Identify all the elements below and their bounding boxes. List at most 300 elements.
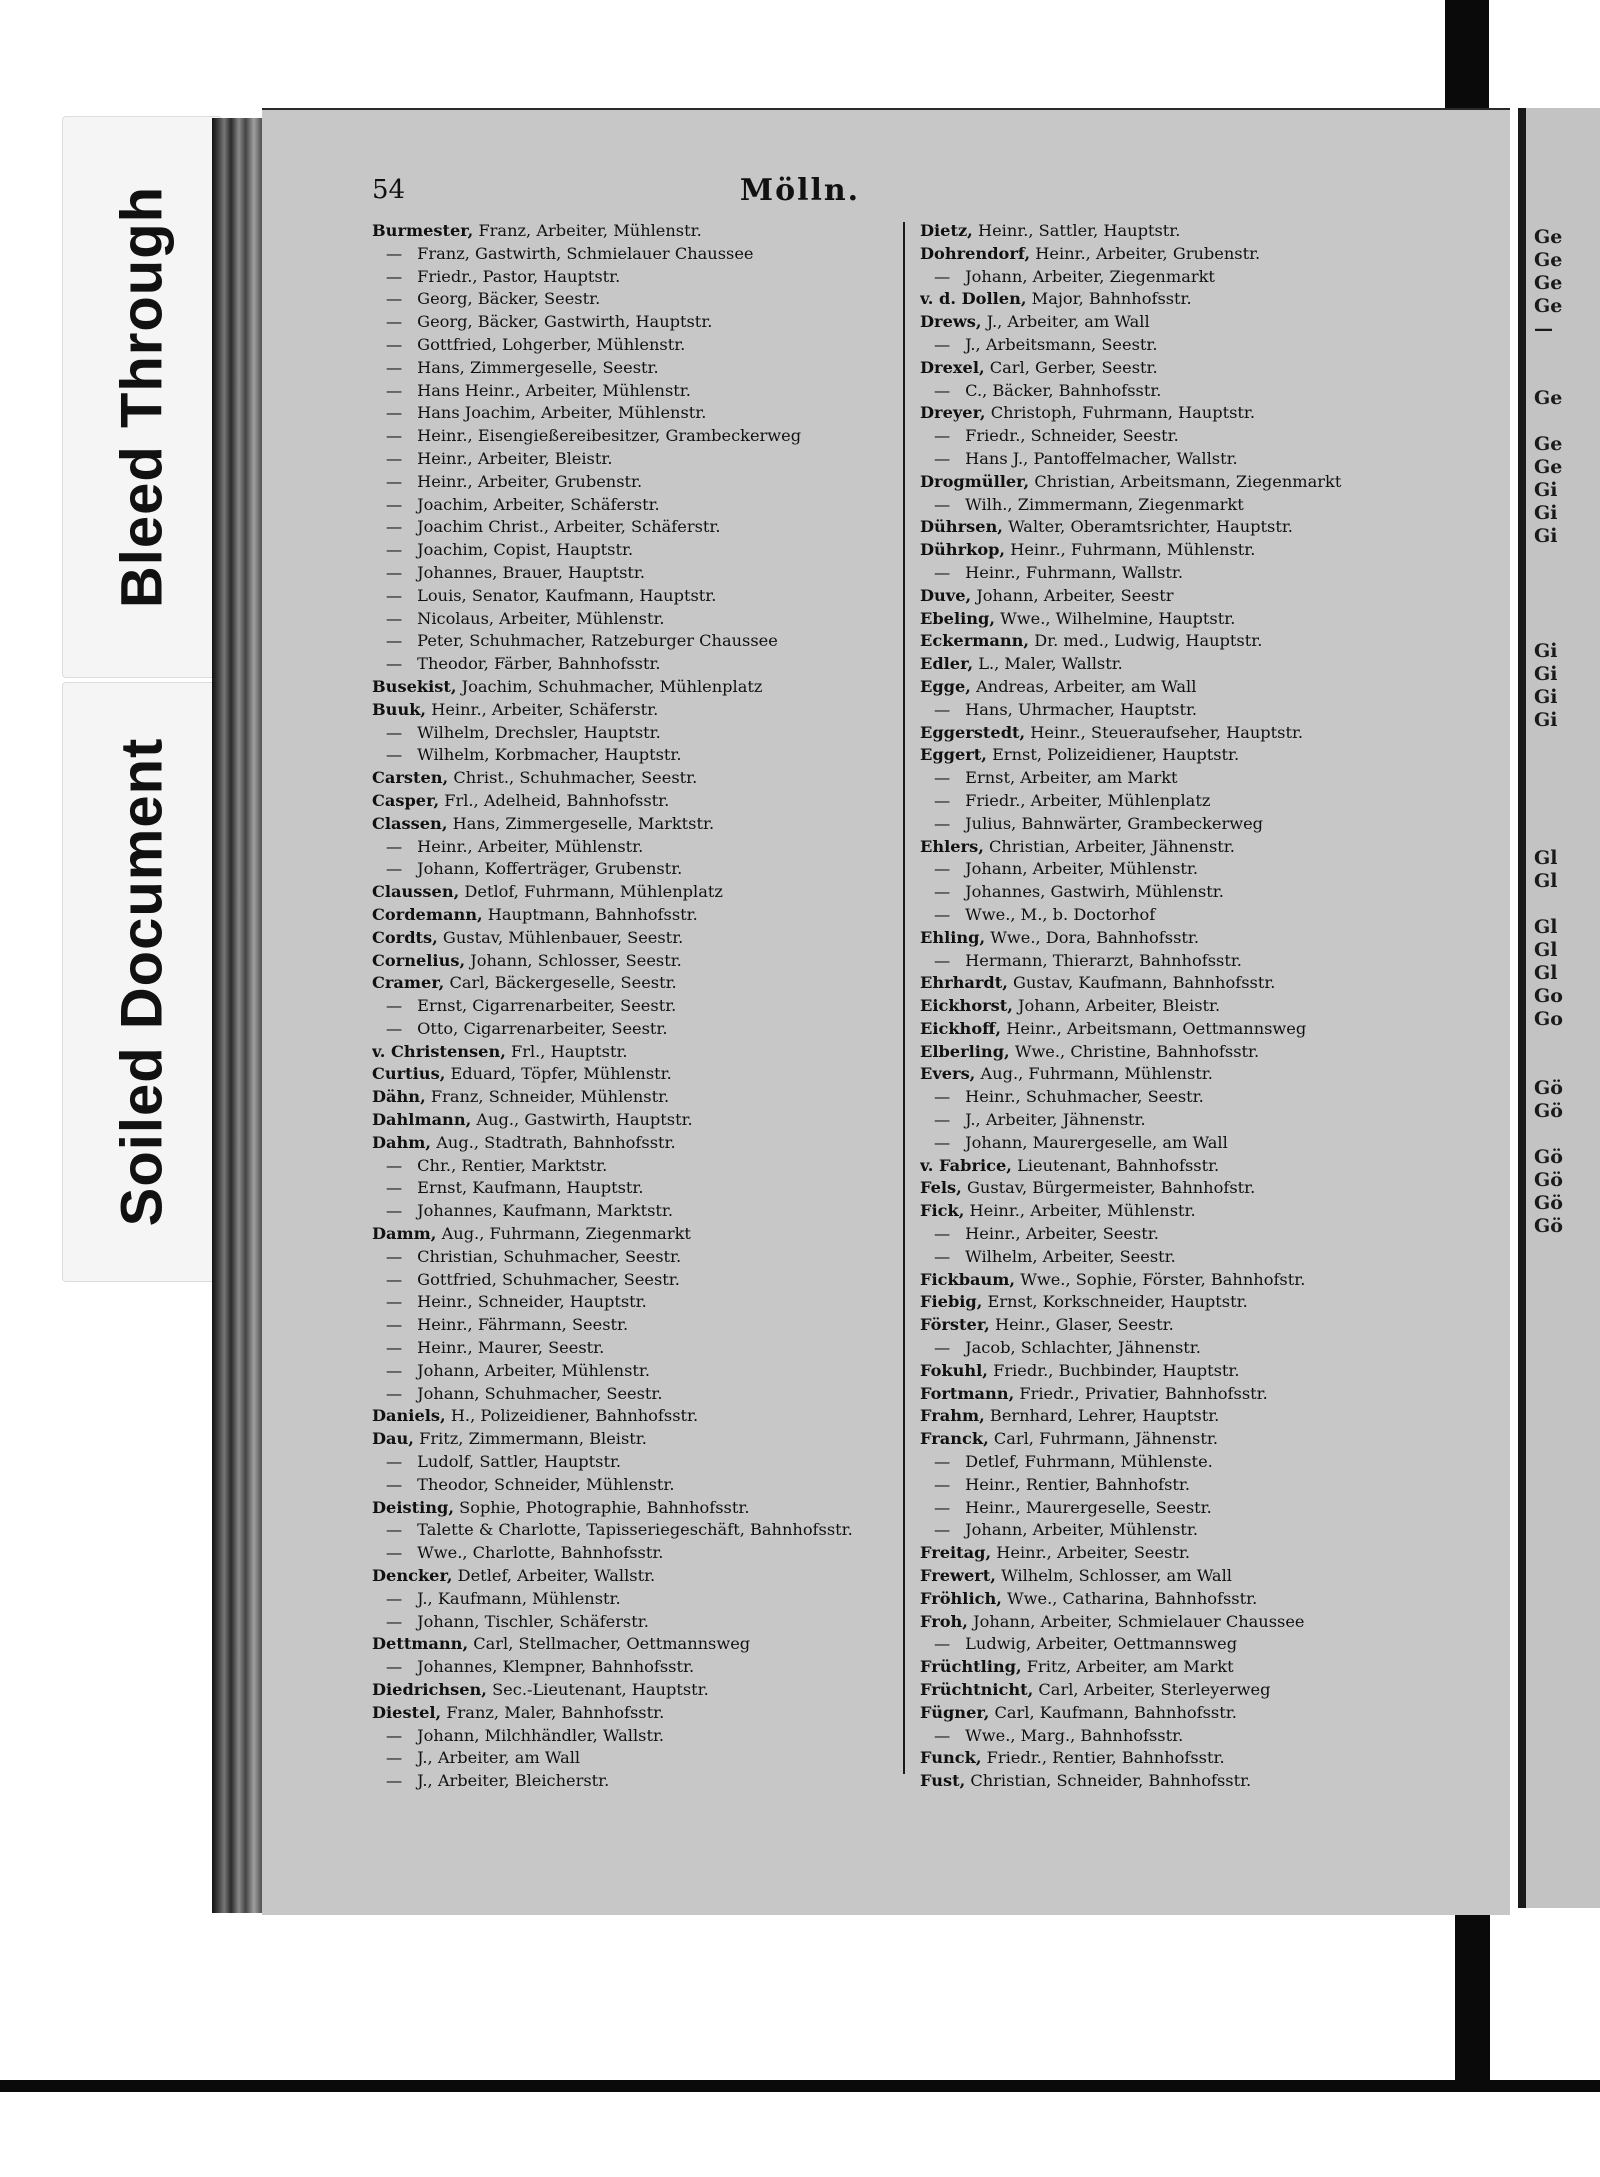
entry-details: Johann, Tischler, Schäferstr.: [417, 1611, 649, 1631]
repeat-dash: —: [934, 1474, 951, 1494]
entry-details: Wilhelm, Korbmacher, Hauptstr.: [417, 745, 682, 765]
entry-details: J., Arbeiter, am Wall: [417, 1748, 581, 1768]
surname: Casper,: [372, 790, 440, 810]
directory-entry: [920, 881, 1450, 904]
entry-details: Louis, Senator, Kaufmann, Hauptstr.: [417, 585, 717, 605]
repeat-dash: —: [934, 1520, 951, 1540]
directory-entry: [372, 1656, 902, 1679]
repeat-dash: —: [386, 1748, 403, 1768]
directory-entry: [372, 1519, 902, 1542]
page-title: Mölln.: [739, 173, 861, 208]
directory-entry: [920, 402, 1450, 425]
entry-details: Ludolf, Sattler, Hauptstr.: [417, 1452, 622, 1472]
bottom-right-black-block: [1455, 1905, 1490, 2080]
repeat-dash: —: [386, 836, 403, 856]
repeat-dash: —: [386, 745, 403, 765]
directory-entry: [920, 1702, 1450, 1725]
repeat-dash: —: [386, 448, 403, 468]
entry-details: Johann, Maurergeselle, am Wall: [965, 1132, 1228, 1152]
entry-details: Jacob, Schlachter, Jähnenstr.: [965, 1338, 1201, 1358]
repeat-dash: —: [934, 699, 951, 719]
directory-entry: [920, 1770, 1450, 1793]
surname: Eckermann,: [920, 631, 1030, 651]
directory-entry: [372, 1291, 902, 1314]
directory-entry: [920, 1269, 1450, 1292]
directory-entry: [372, 1770, 902, 1793]
repeat-dash: —: [386, 1155, 403, 1175]
surname: Cordemann,: [372, 904, 483, 924]
facing-line: Gö: [1534, 1169, 1563, 1191]
entry-details: Lieutenant, Bahnhofsstr.: [1017, 1155, 1220, 1175]
repeat-dash: —: [934, 1246, 951, 1266]
directory-entry: [920, 1565, 1450, 1588]
repeat-dash: —: [386, 1452, 403, 1472]
entry-details: Christian, Arbeiter, Jähnenstr.: [989, 836, 1235, 856]
entry-details: Wwe., Christine, Bahnhofsstr.: [1014, 1041, 1260, 1061]
entry-details: Christoph, Fuhrmann, Hauptstr.: [990, 403, 1256, 423]
facing-line: Gl: [1534, 962, 1558, 984]
entry-details: Hans, Zimmergeselle, Seestr.: [417, 357, 659, 377]
directory-entry: [920, 1428, 1450, 1451]
entry-details: Joachim Christ., Arbeiter, Schäferstr.: [417, 517, 721, 537]
surname: Eggerstedt,: [920, 722, 1026, 742]
surname: Ehlers,: [920, 836, 984, 856]
entry-details: Heinr., Fährmann, Seestr.: [417, 1315, 629, 1335]
surname: Cramer,: [372, 973, 445, 993]
directory-entry: [372, 357, 902, 380]
surname: Drexel,: [920, 357, 985, 377]
directory-entry: [372, 927, 902, 950]
repeat-dash: —: [386, 1315, 403, 1335]
repeat-dash: —: [386, 1520, 403, 1540]
directory-entry: [372, 425, 902, 448]
facing-line: Gl: [1534, 870, 1558, 892]
directory-entry: [372, 1337, 902, 1360]
repeat-dash: —: [934, 1338, 951, 1358]
directory-entry: [372, 516, 902, 539]
directory-entry: [920, 1200, 1450, 1223]
entry-details: J., Arbeiter, am Wall: [986, 312, 1150, 332]
entry-details: Aug., Gastwirth, Hauptstr.: [476, 1110, 693, 1130]
repeat-dash: —: [386, 585, 403, 605]
directory-entry: [372, 858, 902, 881]
entry-details: Johann, Arbeiter, Schmielauer Chaussee: [973, 1611, 1305, 1631]
directory-entry: [372, 699, 902, 722]
surname: Förster,: [920, 1315, 990, 1335]
surname: v. d. Dollen,: [920, 289, 1027, 309]
entry-details: Heinr., Schneider, Hauptstr.: [417, 1292, 647, 1312]
directory-entry: [372, 1383, 902, 1406]
repeat-dash: —: [934, 266, 951, 286]
repeat-dash: —: [386, 1588, 403, 1608]
entry-details: Johann, Arbeiter, Mühlenstr.: [965, 1520, 1199, 1540]
facing-line: Gi: [1534, 686, 1558, 708]
entry-details: Hauptmann, Bahnhofsstr.: [487, 904, 698, 924]
entry-details: Heinr., Maurer, Seestr.: [417, 1338, 605, 1358]
repeat-dash: —: [386, 1383, 403, 1403]
directory-entry: [920, 1337, 1450, 1360]
repeat-dash: —: [386, 266, 403, 286]
entry-details: Heinr., Arbeiter, Mühlenstr.: [417, 836, 644, 856]
directory-entry: [372, 1063, 902, 1086]
entry-details: J., Arbeiter, Jähnenstr.: [965, 1110, 1146, 1130]
directory-entry: [372, 1588, 902, 1611]
repeat-dash: —: [386, 1246, 403, 1266]
directory-entry: [372, 402, 902, 425]
directory-entry: [372, 1611, 902, 1634]
directory-entry: [920, 494, 1450, 517]
surname: Eggert,: [920, 745, 987, 765]
entry-details: Friedr., Rentier, Bahnhofsstr.: [986, 1748, 1225, 1768]
entry-details: Heinr., Arbeiter, Schäferstr.: [431, 699, 659, 719]
surname: Fickbaum,: [920, 1269, 1016, 1289]
surname: Früchtling,: [920, 1657, 1022, 1677]
surname: Früchtnicht,: [920, 1680, 1034, 1699]
surname: Diedrichsen,: [372, 1680, 487, 1699]
repeat-dash: —: [386, 1611, 403, 1631]
repeat-dash: —: [386, 631, 403, 651]
directory-entry: [920, 1633, 1450, 1656]
directory-entry: [372, 836, 902, 859]
facing-line: Gi: [1534, 663, 1558, 685]
entry-details: Wwe., Charlotte, Bahnhofsstr.: [417, 1543, 664, 1563]
repeat-dash: —: [386, 289, 403, 309]
facing-line: Gl: [1534, 916, 1558, 938]
facing-line: Go: [1534, 1008, 1563, 1030]
repeat-dash: —: [386, 1771, 403, 1791]
entry-details: Johannes, Kaufmann, Marktstr.: [417, 1201, 673, 1221]
repeat-dash: —: [386, 540, 403, 560]
directory-entry: [372, 813, 902, 836]
directory-entry: [372, 1018, 902, 1041]
repeat-dash: —: [386, 722, 403, 742]
entry-details: Aug., Fuhrmann, Mühlenstr.: [980, 1064, 1213, 1084]
directory-entry: [920, 950, 1450, 973]
entry-details: Gustav, Bürgermeister, Bahnhofstr.: [966, 1178, 1256, 1198]
directory-entry: [372, 950, 902, 973]
repeat-dash: —: [386, 1543, 403, 1563]
entry-details: Wilhelm, Drechsler, Hauptstr.: [417, 722, 661, 742]
entry-details: Heinr., Steueraufseher, Hauptstr.: [1030, 722, 1304, 742]
entry-details: Walter, Oberamtsrichter, Hauptstr.: [1008, 517, 1293, 537]
entry-details: L., Maler, Wallstr.: [978, 654, 1123, 674]
directory-entry: [372, 1747, 902, 1770]
repeat-dash: —: [386, 996, 403, 1016]
directory-entry: [372, 334, 902, 357]
entry-details: Fritz, Zimmermann, Bleistr.: [419, 1429, 647, 1449]
directory-entry: [372, 311, 902, 334]
entry-details: Hermann, Thierarzt, Bahnhofsstr.: [965, 950, 1242, 970]
surname: Elberling,: [920, 1041, 1010, 1061]
directory-entry: [372, 1451, 902, 1474]
repeat-dash: —: [934, 859, 951, 879]
surname: Evers,: [920, 1064, 976, 1084]
repeat-dash: —: [934, 1725, 951, 1745]
surname: Duve,: [920, 585, 972, 605]
directory-entry: [372, 380, 902, 403]
entry-details: Friedr., Buchbinder, Hauptstr.: [993, 1360, 1240, 1380]
repeat-dash: —: [934, 562, 951, 582]
directory-entry: [920, 1451, 1450, 1474]
directory-entry: [372, 1177, 902, 1200]
surname: Fokuhl,: [920, 1360, 988, 1380]
repeat-dash: —: [934, 1087, 951, 1107]
entry-details: Dr. med., Ludwig, Hauptstr.: [1034, 631, 1263, 651]
directory-entry: [920, 1360, 1450, 1383]
entry-details: C., Bäcker, Bahnhofsstr.: [965, 380, 1162, 400]
directory-entry: [920, 311, 1450, 334]
entry-details: Otto, Cigarrenarbeiter, Seestr.: [417, 1018, 668, 1038]
directory-entry: [920, 1063, 1450, 1086]
surname: Frewert,: [920, 1566, 996, 1586]
surname: Dahlmann,: [372, 1110, 472, 1130]
surname: Claussen,: [372, 882, 460, 902]
directory-entry: [372, 972, 902, 995]
surname: v. Fabrice,: [920, 1155, 1012, 1175]
directory-entry: [372, 676, 902, 699]
entry-details: Johann, Arbeiter, Mühlenstr.: [417, 1360, 651, 1380]
directory-entry: [372, 539, 902, 562]
directory-entry: [920, 334, 1450, 357]
directory-entry: [920, 516, 1450, 539]
directory-entry: [920, 1383, 1450, 1406]
surname: Carsten,: [372, 768, 449, 788]
directory-entry: [372, 1109, 902, 1132]
entry-details: Christian, Schuhmacher, Seestr.: [417, 1246, 682, 1266]
entry-details: Wwe., M., b. Doctorhof: [965, 904, 1156, 924]
repeat-dash: —: [386, 1725, 403, 1745]
entry-details: Hans, Uhrmacher, Hauptstr.: [965, 699, 1198, 719]
entry-details: Ernst, Polizeidiener, Hauptstr.: [992, 745, 1240, 765]
surname: Fels,: [920, 1178, 962, 1198]
directory-entry: [372, 1565, 902, 1588]
directory-entry: [920, 266, 1450, 289]
facing-line: Gö: [1534, 1146, 1563, 1168]
entry-details: Detlof, Fuhrmann, Mühlenplatz: [464, 882, 723, 902]
entry-details: Heinr., Glaser, Seestr.: [994, 1315, 1174, 1335]
directory-entry: [372, 471, 902, 494]
directory-entry: [372, 790, 902, 813]
facing-line: Gö: [1534, 1100, 1563, 1122]
entry-details: Georg, Bäcker, Seestr.: [417, 289, 601, 309]
entry-details: Major, Bahnhofsstr.: [1031, 289, 1192, 309]
surname: Eickhorst,: [920, 996, 1013, 1016]
entry-details: Joachim, Arbeiter, Schäferstr.: [417, 494, 660, 514]
facing-line: Ge: [1534, 249, 1563, 271]
repeat-dash: —: [386, 426, 403, 446]
entry-details: Johann, Schlosser, Seestr.: [470, 950, 682, 970]
entry-details: Carl, Gerber, Seestr.: [989, 357, 1158, 377]
facing-line: Gö: [1534, 1077, 1563, 1099]
directory-entry: [920, 1291, 1450, 1314]
directory-entry: [372, 585, 902, 608]
entry-details: Wwe., Catharina, Bahnhofsstr.: [1007, 1588, 1258, 1608]
repeat-dash: —: [934, 790, 951, 810]
facing-line: Ge: [1534, 456, 1563, 478]
directory-entry: [920, 630, 1450, 653]
repeat-dash: —: [934, 380, 951, 400]
surname: Curtius,: [372, 1064, 446, 1084]
bottom-black-bar: [0, 2080, 1600, 2092]
surname: Fröhlich,: [920, 1588, 1002, 1608]
soiled-document-tab: [62, 682, 222, 1282]
entry-details: Heinr., Arbeiter, Seestr.: [996, 1543, 1191, 1563]
entry-details: J., Arbeitsmann, Seestr.: [965, 334, 1158, 354]
entry-details: Franz, Arbeiter, Mühlenstr.: [478, 221, 702, 240]
entry-details: Johannes, Brauer, Hauptstr.: [417, 562, 646, 582]
repeat-dash: —: [386, 1360, 403, 1380]
entry-details: Christian, Arbeitsmann, Ziegenmarkt: [1034, 471, 1342, 491]
directory-entry: [920, 1405, 1450, 1428]
entry-details: Heinr., Schuhmacher, Seestr.: [965, 1087, 1204, 1107]
entry-details: Christ., Schuhmacher, Seestr.: [453, 768, 698, 788]
directory-entry: [372, 1428, 902, 1451]
entry-details: Ludwig, Arbeiter, Oettmannsweg: [965, 1634, 1238, 1654]
entry-details: Carl, Stellmacher, Oettmannsweg: [473, 1634, 751, 1654]
directory-entry: [372, 1269, 902, 1292]
surname: Burmester,: [372, 221, 474, 240]
directory-entry: [920, 1086, 1450, 1109]
directory-entry: [920, 1177, 1450, 1200]
surname: Fortmann,: [920, 1383, 1015, 1403]
surname: Buuk,: [372, 699, 427, 719]
directory-entry: [920, 288, 1450, 311]
facing-line: Ge: [1534, 433, 1563, 455]
directory-entry: [372, 1679, 902, 1702]
repeat-dash: —: [386, 243, 403, 263]
directory-entry: [372, 1702, 902, 1725]
directory-entry: [920, 995, 1450, 1018]
directory-entry: [920, 1611, 1450, 1634]
entry-details: Hans Joachim, Arbeiter, Mühlenstr.: [417, 403, 707, 423]
entry-details: Ernst, Korkschneider, Hauptstr.: [987, 1292, 1248, 1312]
entry-details: Hans Heinr., Arbeiter, Mühlenstr.: [417, 380, 691, 400]
directory-entry: [372, 1132, 902, 1155]
directory-entry: [372, 722, 902, 745]
entry-details: Eduard, Töpfer, Mühlenstr.: [450, 1064, 672, 1084]
entry-details: Wwe., Wilhelmine, Hauptstr.: [1000, 608, 1236, 628]
facing-line: Go: [1534, 985, 1563, 1007]
facing-line: Gi: [1534, 640, 1558, 662]
entry-details: Wilh., Zimmermann, Ziegenmarkt: [965, 494, 1244, 514]
entry-details: Franz, Gastwirth, Schmielauer Chaussee: [417, 243, 754, 263]
entry-details: J., Kaufmann, Mühlenstr.: [417, 1588, 621, 1608]
surname: Fügner,: [920, 1702, 990, 1722]
surname: Dreyer,: [920, 403, 986, 423]
surname: Edler,: [920, 654, 974, 674]
entry-details: Heinr., Rentier, Bahnhofstr.: [965, 1474, 1191, 1494]
repeat-dash: —: [934, 1224, 951, 1244]
surname: Dührkop,: [920, 540, 1006, 560]
directory-entry: [920, 1132, 1450, 1155]
directory-entry: [920, 1679, 1450, 1702]
repeat-dash: —: [386, 1292, 403, 1312]
repeat-dash: —: [386, 1018, 403, 1038]
right-column: [920, 220, 1450, 1793]
directory-entry: [920, 471, 1450, 494]
directory-entry: [372, 1223, 902, 1246]
entry-details: Johannes, Gastwirh, Mühlenstr.: [965, 882, 1224, 902]
directory-entry: [372, 1155, 902, 1178]
directory-entry: [920, 699, 1450, 722]
directory-entry: [920, 836, 1450, 859]
directory-entry: [372, 494, 902, 517]
entry-details: Johannes, Klempner, Bahnhofsstr.: [417, 1657, 695, 1677]
repeat-dash: —: [934, 334, 951, 354]
surname: Diestel,: [372, 1702, 442, 1722]
surname: Egge,: [920, 676, 971, 696]
entry-details: Carl, Kaufmann, Bahnhofsstr.: [994, 1702, 1237, 1722]
entry-details: Heinr., Arbeiter, Seestr.: [965, 1224, 1159, 1244]
entry-details: Nicolaus, Arbeiter, Mühlenstr.: [417, 608, 665, 628]
directory-entry: [372, 1474, 902, 1497]
repeat-dash: —: [934, 882, 951, 902]
entry-details: Chr., Rentier, Marktstr.: [417, 1155, 608, 1175]
directory-entry: [920, 790, 1450, 813]
repeat-dash: —: [386, 654, 403, 674]
repeat-dash: —: [386, 859, 403, 879]
repeat-dash: —: [386, 1178, 403, 1198]
repeat-dash: —: [386, 494, 403, 514]
directory-entry: [920, 1314, 1450, 1337]
entry-details: Fritz, Arbeiter, am Markt: [1026, 1657, 1234, 1677]
entry-details: Heinr., Fuhrmann, Wallstr.: [965, 562, 1183, 582]
directory-entry: [920, 562, 1450, 585]
directory-entry: [372, 1405, 902, 1428]
directory-entry: [372, 243, 902, 266]
directory-entry: [920, 1747, 1450, 1770]
directory-entry: [920, 1656, 1450, 1679]
entry-details: Friedr., Schneider, Seestr.: [965, 426, 1179, 446]
directory-entry: [372, 1633, 902, 1656]
entry-details: Joachim, Copist, Hauptstr.: [417, 540, 634, 560]
entry-details: Franz, Schneider, Mühlenstr.: [430, 1087, 670, 1107]
facing-line: Gi: [1534, 525, 1558, 547]
directory-entry: [372, 1360, 902, 1383]
entry-details: Hans, Zimmergeselle, Marktstr.: [452, 813, 715, 833]
directory-entry: [372, 220, 902, 243]
directory-entry: [920, 1109, 1450, 1132]
directory-entry: [372, 1314, 902, 1337]
directory-entry: [372, 1246, 902, 1269]
facing-line: Ge: [1534, 226, 1563, 248]
entry-details: Heinr., Arbeiter, Grubenstr.: [1035, 243, 1261, 263]
surname: Busekist,: [372, 676, 457, 696]
entry-details: Ernst, Kaufmann, Hauptstr.: [417, 1178, 644, 1198]
surname: Eickhoff,: [920, 1018, 1002, 1038]
surname: Ebeling,: [920, 608, 995, 628]
entry-details: Johann, Arbeiter, Mühlenstr.: [965, 859, 1199, 879]
directory-entry: [372, 1200, 902, 1223]
entry-details: Gottfried, Lohgerber, Mühlenstr.: [417, 334, 686, 354]
entry-details: Ernst, Arbeiter, am Markt: [965, 768, 1178, 788]
entry-details: Johann, Arbeiter, Seestr: [976, 585, 1174, 605]
facing-line: Gö: [1534, 1192, 1563, 1214]
facing-line: Gl: [1534, 847, 1558, 869]
entry-details: Talette & Charlotte, Tapisseriegeschäft, Bahnhofsstr.: [417, 1520, 853, 1540]
repeat-dash: —: [934, 813, 951, 833]
repeat-dash: —: [934, 1634, 951, 1654]
surname: Dencker,: [372, 1566, 453, 1586]
entry-details: Heinr., Arbeiter, Bleistr.: [417, 448, 613, 468]
directory-entry: [372, 1497, 902, 1520]
surname: Dähn,: [372, 1087, 426, 1107]
directory-entry: [372, 266, 902, 289]
entry-details: Gustav, Mühlenbauer, Seestr.: [442, 927, 684, 947]
surname: Cornelius,: [372, 950, 466, 970]
directory-entry: [372, 767, 902, 790]
entry-details: Frl., Adelheid, Bahnhofsstr.: [444, 790, 670, 810]
